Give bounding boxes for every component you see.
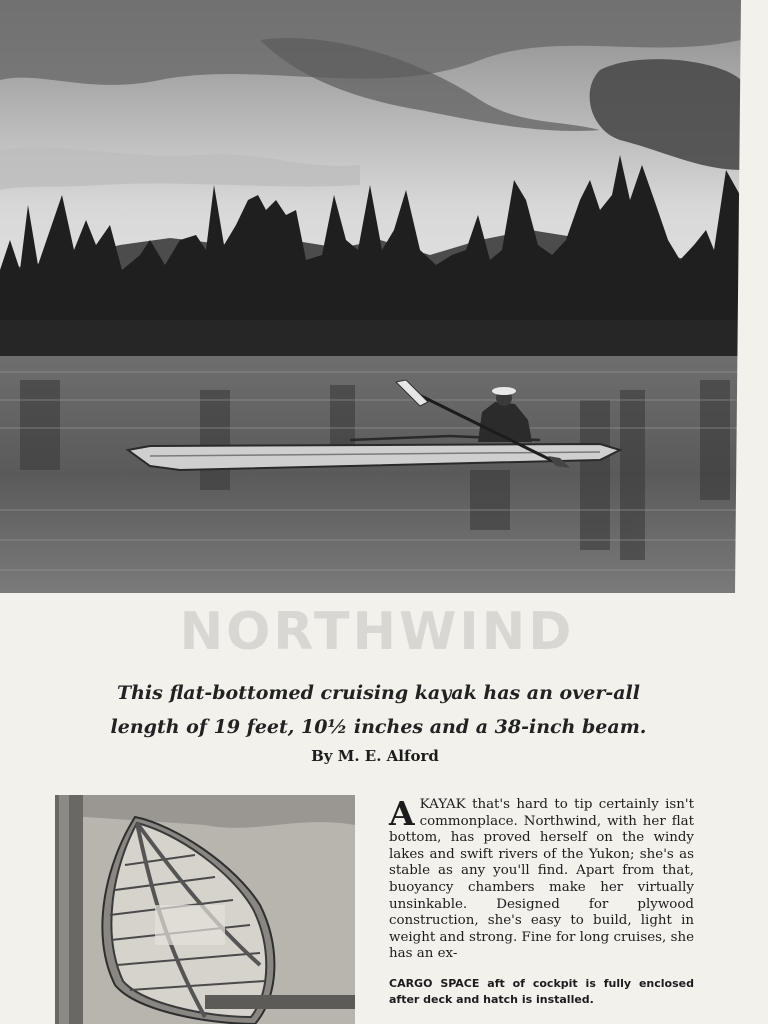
photo-caption: CARGO SPACE aft of cockpit is fully enclosed after deck and hatch is installed. bbox=[389, 977, 694, 1006]
article-body bbox=[389, 794, 694, 963]
body-text: KAYAK that's hard to tip certainly isn't commonplace. Northwind, with her flat bottom, has proved herself on the windy lakes and swift rivers of the Yukon; she's as stable as any you'll find. Apart from that, buoyancy chambers make her virtually unsinkable. Designed for plywood construction, she's easy to build, light in weight and strong. Fine for long cruises, she has an ex- bbox=[389, 797, 694, 962]
drop-cap: A bbox=[389, 794, 415, 833]
article-title: NORTHWIND bbox=[179, 602, 575, 662]
kayak-frame-photo bbox=[55, 795, 355, 1024]
article-byline: By M. E. Alford bbox=[311, 747, 439, 765]
article-deck: This flat-bottomed cruising kayak has an over-all length of 19 feet, 10½ inches and a 38-inch beam. bbox=[110, 682, 647, 738]
